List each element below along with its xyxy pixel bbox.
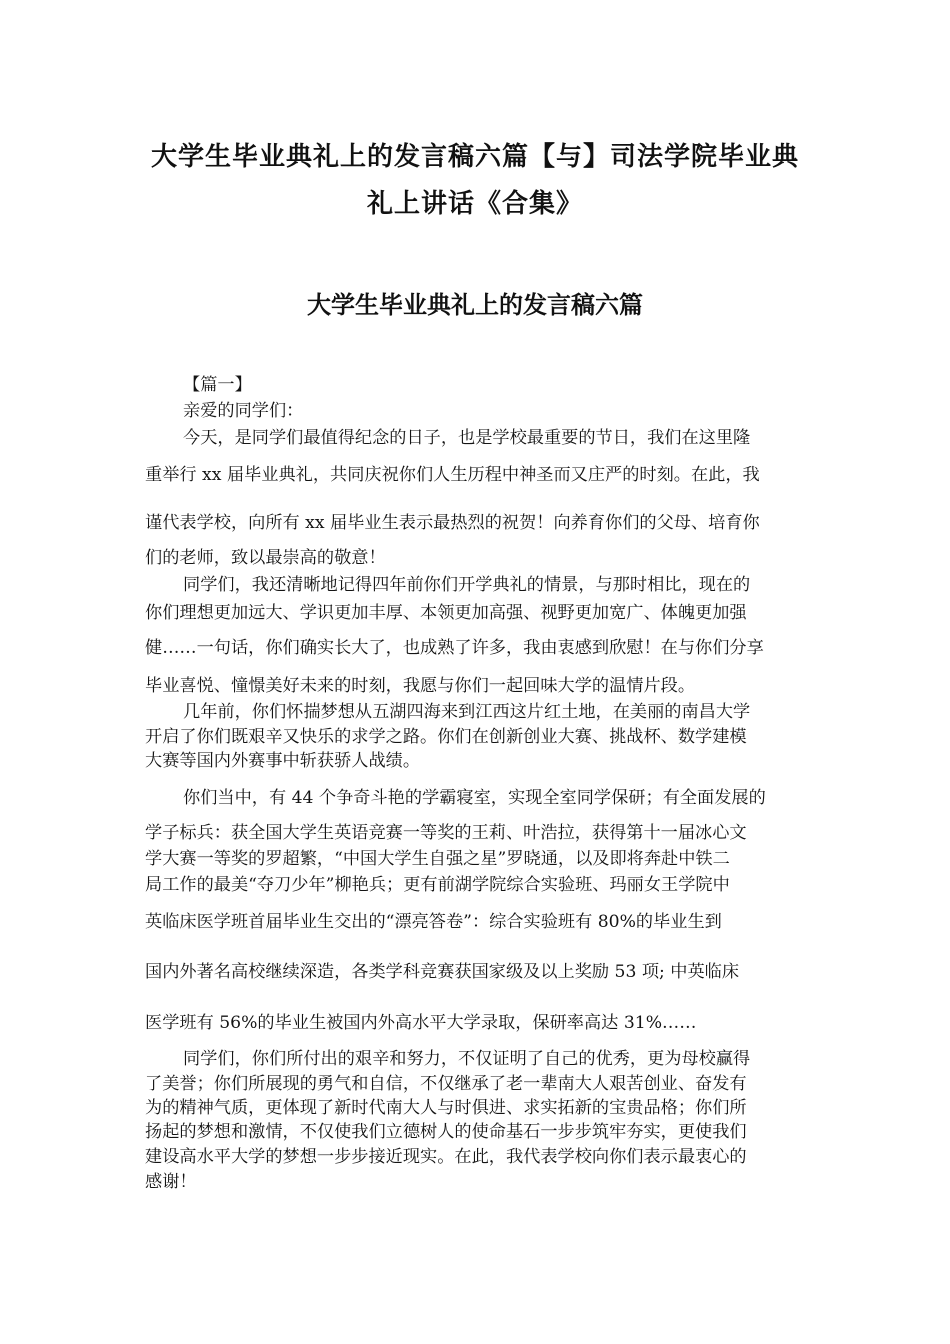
- paragraph-line: 毕业喜悦、憧憬美好未来的时刻，我愿与你们一起回味大学的温情片段。: [145, 676, 696, 696]
- paragraph-line: 学大赛一等奖的罗超繁，“中国大学生自强之星”罗晓通，以及即将奔赴中铁二: [145, 849, 730, 869]
- paragraph-line: 学子标兵：获全国大学生英语竞赛一等奖的王莉、叶浩拉，获得第十一届冰心文: [145, 823, 747, 843]
- paragraph-line: 你们理想更加远大、学识更加丰厚、本领更加高强、视野更加宽广、体魄更加强: [145, 603, 747, 623]
- paragraph-line: 几年前，你们怀揣梦想从五湖四海来到江西这片红土地，在美丽的南昌大学: [183, 702, 751, 722]
- greeting-line: 亲爱的同学们：: [183, 401, 304, 421]
- paragraph-line: 你们当中，有 44 个争奇斗艳的学霸寝室，实现全室同学保研；有全面发展的: [183, 788, 766, 808]
- paragraph-line: 开启了你们既艰辛又快乐的求学之路。你们在创新创业大赛、挑战杯、数学建模: [145, 727, 747, 747]
- paragraph-line: 扬起的梦想和激情，不仅使我们立德树人的使命基石一步步筑牢夯实，更使我们: [145, 1122, 747, 1142]
- paragraph-line: 大赛等国内外赛事中斩获骄人战绩。: [145, 751, 421, 771]
- paragraph-line: 们的老师，致以最崇高的敬意！: [145, 548, 386, 568]
- paragraph-line: 感谢！: [145, 1172, 197, 1192]
- paragraph-line: 同学们，你们所付出的艰辛和努力，不仅证明了自己的优秀，更为母校赢得: [183, 1049, 751, 1069]
- paragraph-line: 健……一句话，你们确实长大了，也成熟了许多，我由衷感到欣慰！在与你们分享: [145, 638, 764, 658]
- paragraph-line: 英临床医学班首届毕业生交出的“漂亮答卷”：综合实验班有 80%的毕业生到: [145, 912, 722, 932]
- paragraph-line: 医学班有 56%的毕业生被国内外高水平大学录取，保研率高达 31%……: [145, 1013, 697, 1033]
- paragraph-line: 同学们，我还清晰地记得四年前你们开学典礼的情景，与那时相比，现在的: [183, 575, 751, 595]
- section-label: 【篇一】: [183, 375, 252, 395]
- paragraph-line: 建设高水平大学的梦想一步步接近现实。在此，我代表学校向你们表示最衷心的: [145, 1147, 747, 1167]
- paragraph-line: 为的精神气质，更体现了新时代南大人与时俱进、求实拓新的宝贵品格；你们所: [145, 1098, 747, 1118]
- paragraph-line: 重举行 xx 届毕业典礼，共同庆祝你们人生历程中神圣而又庄严的时刻。在此，我: [145, 465, 760, 485]
- document-title-line-1: 大学生毕业典礼上的发言稿六篇【与】司法学院毕业典: [150, 142, 799, 172]
- paragraph-line: 国内外著名高校继续深造，各类学科竞赛获国家级及以上奖励 53 项; 中英临床: [145, 962, 740, 982]
- document-title-line-2: 礼上讲话《合集》: [366, 189, 583, 219]
- paragraph-line: 谨代表学校，向所有 xx 届毕业生表示最热烈的祝贺！向养育你们的父母、培育你: [145, 513, 760, 533]
- paragraph-line: 了美誉；你们所展现的勇气和自信，不仅继承了老一辈南大人艰苦创业、奋发有: [145, 1074, 747, 1094]
- paragraph-line: 今天，是同学们最值得纪念的日子，也是学校最重要的节日，我们在这里隆: [183, 428, 751, 448]
- section-title: 大学生毕业典礼上的发言稿六篇: [307, 291, 643, 319]
- paragraph-line: 局工作的最美“夺刀少年”柳艳兵；更有前湖学院综合实验班、玛丽女王学院中: [145, 875, 730, 895]
